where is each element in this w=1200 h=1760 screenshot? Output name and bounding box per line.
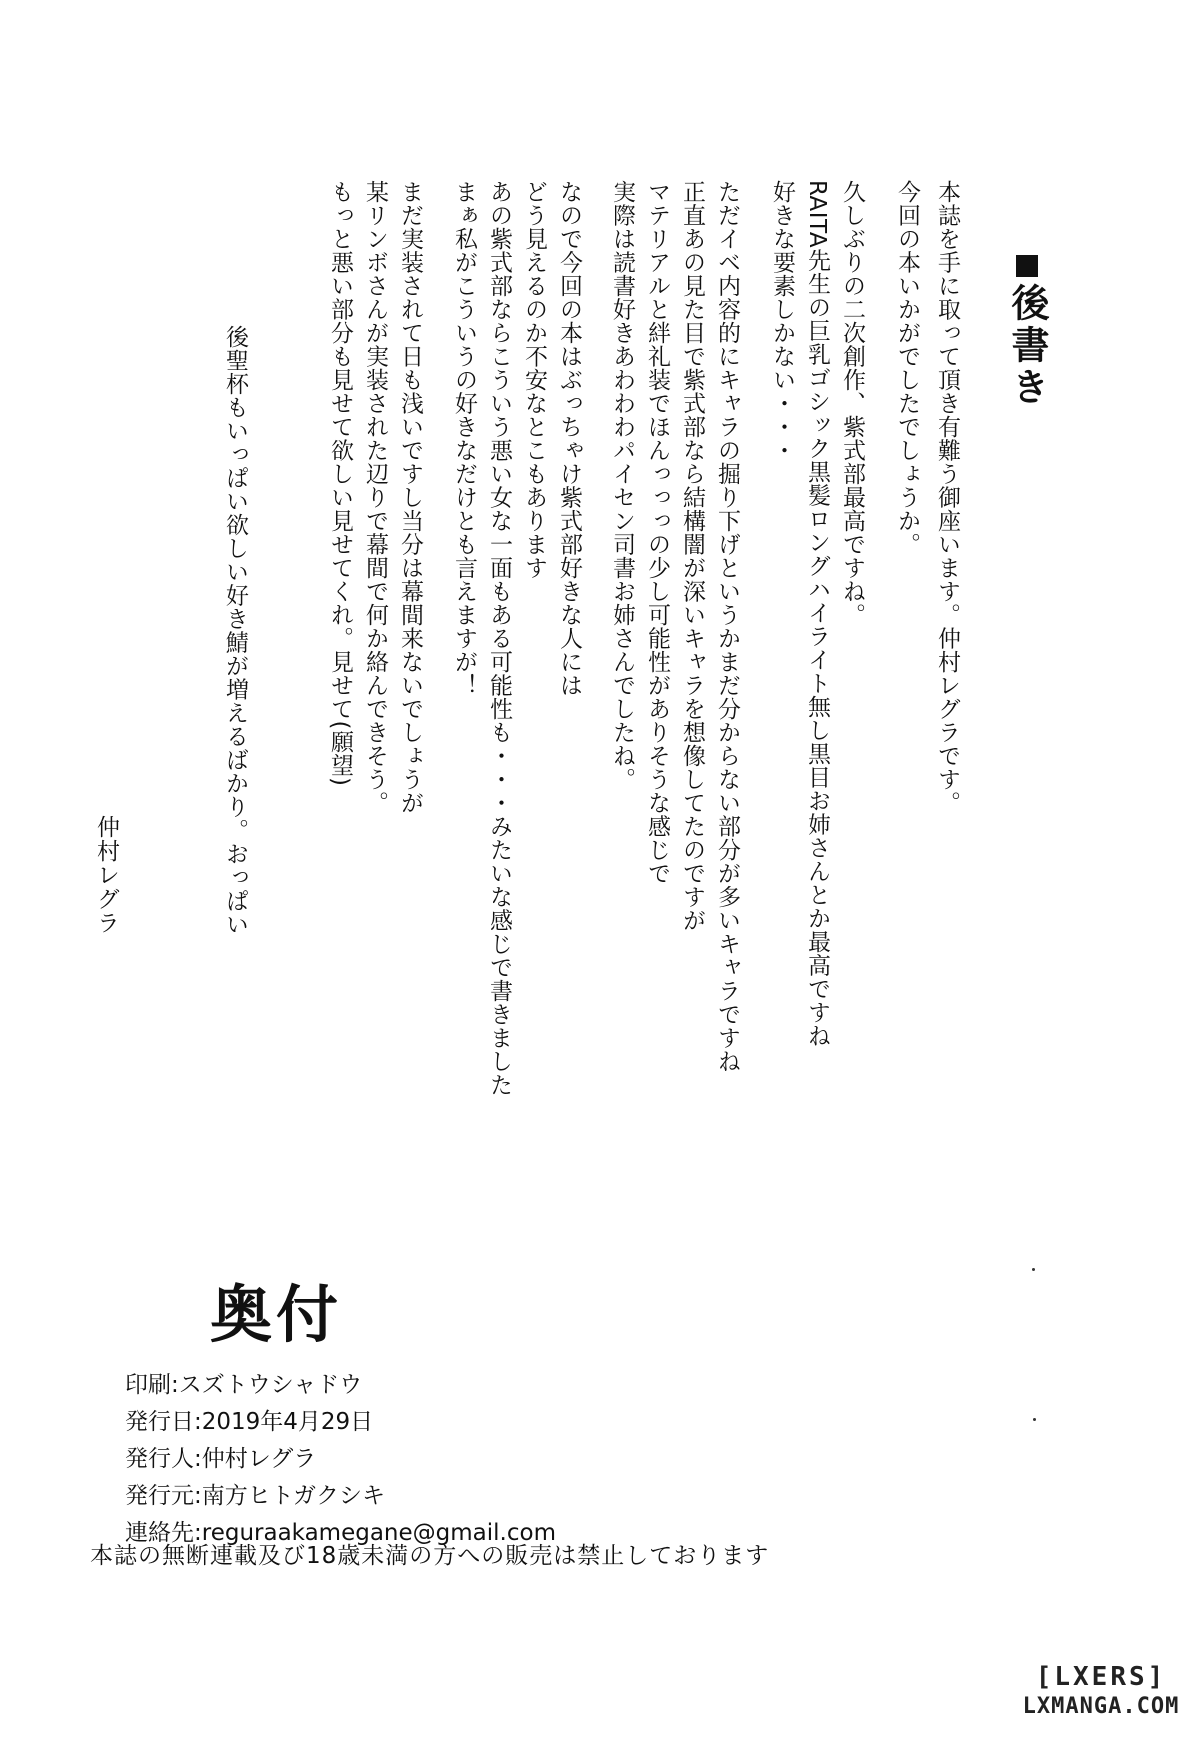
- afterword-heading: 後書き: [1000, 255, 1055, 409]
- afterword-section: [90, 180, 1050, 1097]
- colophon-date-row: [125, 1404, 556, 1441]
- colophon-value: 2019年4月29日: [201, 1409, 374, 1435]
- afterword-line: RAITA先生の巨乳ゴシック黒髪ロングハイライト無し黒目お姉さんとか最高ですね: [804, 180, 830, 1048]
- afterword-line: 実際は読書好きあわわわパイセン司書お姉さんでしたね。: [609, 180, 635, 791]
- colophon-printer-row: [125, 1367, 556, 1404]
- scan-speck: [1033, 1418, 1036, 1421]
- afterword-line: ただイベ内容的にキャラの掘り下げというかまだ分からない部分が多いキャラですね: [714, 180, 740, 1073]
- watermark-line-2: LXMANGA.COM: [1022, 1694, 1180, 1719]
- afterword-line: あの紫式部ならこういう悪い女な一面もある可能性も・・・みたいな感じで書きました: [486, 180, 512, 1097]
- afterword-line: なので今回の本はぶっちゃけ紫式部好きな人には: [556, 180, 582, 697]
- colophon-value: 南方ヒトガクシキ: [201, 1483, 386, 1509]
- colophon-label: 発行日:: [125, 1409, 202, 1435]
- colophon-email: reguraakamegane@gmail.com: [201, 1520, 556, 1546]
- afterword-line: 久しぶりの二次創作、紫式部最高ですね。: [839, 180, 865, 627]
- afterword-line: まぁ私がこういうの好きなだけとも言えますが！: [451, 180, 477, 697]
- afterword-line: 正直あの見た目で紫式部なら結構闇が深いキャラを想像してたのですが: [679, 180, 705, 932]
- colophon-circle-row: [125, 1478, 556, 1515]
- colophon-details: [125, 1367, 556, 1552]
- watermark-line-1: [LXERS]: [1035, 1662, 1167, 1692]
- afterword-line: 好きな要素しかない・・・: [769, 180, 795, 462]
- afterword-line: 某リンボさんが実装された辺りで幕間で何か絡んできそう。: [362, 180, 388, 815]
- afterword-line: まだ実装されて日も浅いですし当分は幕間来ないでしょうが: [397, 180, 423, 815]
- copyright-notice: 本誌の無断連載及び18歳未満の方への販売は禁止しております: [90, 1543, 770, 1569]
- colophon-label: 発行元:: [125, 1483, 202, 1509]
- colophon-value: スズトウシャドウ: [178, 1372, 363, 1398]
- afterword-line: マテリアルと絆礼装でほんっっっの少し可能性がありそうな感じで: [644, 180, 670, 885]
- site-watermark: [1012, 1662, 1190, 1722]
- colophon-label: 印刷:: [125, 1372, 179, 1398]
- afterword-line: 本誌を手に取って頂き有難う御座います。仲村レグラです。: [934, 180, 960, 815]
- afterword-line: 後聖杯もいっぱい欲しい好き鯖が増えるばかり。おっぱい: [222, 325, 248, 936]
- scan-speck: [1032, 1268, 1035, 1271]
- colophon-label: 連絡先:: [125, 1520, 202, 1546]
- colophon-title: 奥付: [210, 1278, 343, 1351]
- afterword-signature: 仲村レグラ: [93, 815, 119, 935]
- afterword-line: 今回の本いかがでしたでしょうか。: [894, 180, 920, 556]
- colophon-label: 発行人:: [125, 1446, 202, 1472]
- afterword-line: もっと悪い部分も見せて欲しい見せてくれ。見せて(願望): [327, 180, 353, 787]
- colophon-publisher-row: [125, 1441, 556, 1478]
- afterword-line: どう見えるのか不安なとこもあります: [521, 180, 547, 580]
- colophon-value: 仲村レグラ: [201, 1446, 317, 1472]
- square-bullet-icon: [1016, 255, 1038, 277]
